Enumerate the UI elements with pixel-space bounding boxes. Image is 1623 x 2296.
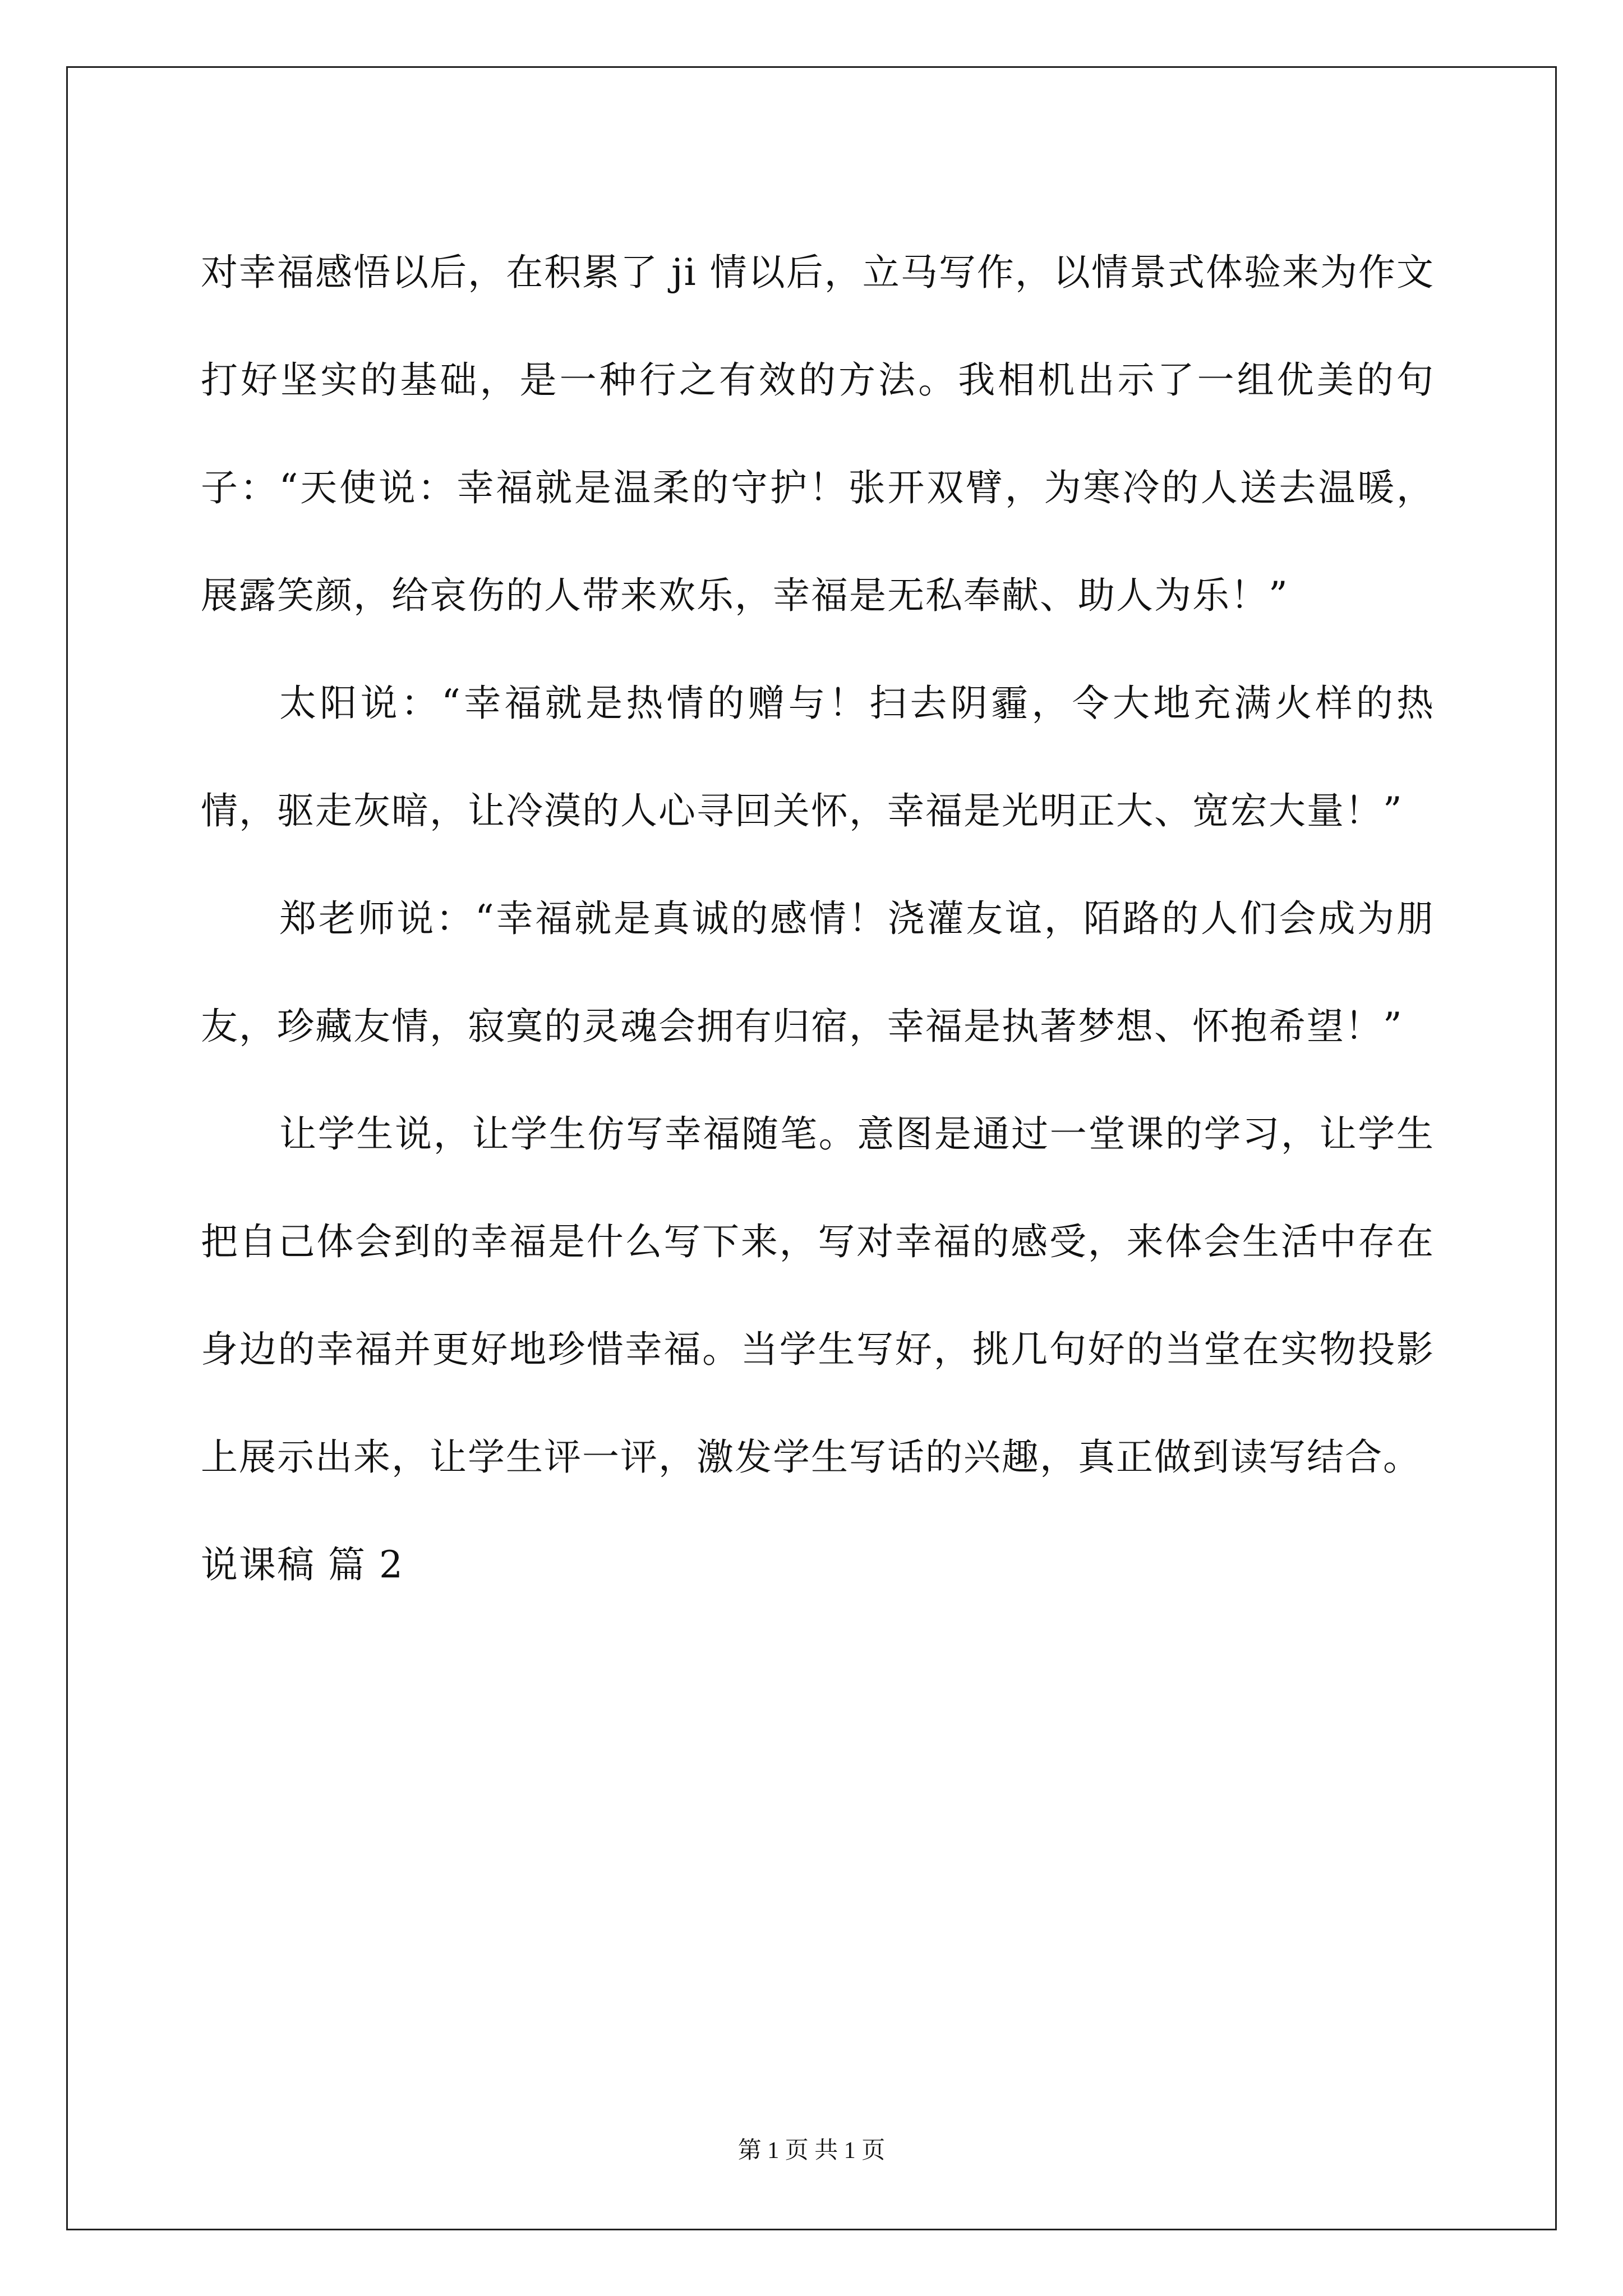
document-body — [201, 219, 1435, 1619]
paragraph-1: 对幸福感悟以后，在积累了 ji 情以后，立马写作，以情景式体验来为作文打好坚实的基础，是一种行之有效的方法。我相机出示了一组优美的句子：“天使说：幸福就是温柔的守护！张开双臂，为寒冷的人送去温暖，展露笑颜，给哀伤的人带来欢乐，幸福是无私奉献、助人为乐！” — [201, 251, 1435, 617]
paragraph-4: 让学生说，让学生仿写幸福随笔。意图是通过一堂课的学习，让学生把自己体会到的幸福是什么写下来，写对幸福的感受，来体会生活中存在身边的幸福并更好地珍惜幸福。当学生写好，挑几句好的当堂在实物投影上展示出来，让学生评一评，激发学生写话的兴趣，真正做到读写结合。 — [201, 1112, 1435, 1479]
paragraph-2: 太阳说：“幸福就是热情的赠与！扫去阴霾，令大地充满火样的热情，驱走灰暗，让冷漠的人心寻回关怀，幸福是光明正大、宽宏大量！” — [201, 682, 1435, 832]
paragraph-3: 郑老师说：“幸福就是真诚的感情！浇灌友谊，陌路的人们会成为朋友，珍藏友情，寂寞的灵魂会拥有归宿，幸福是执著梦想、怀抱希望！” — [201, 897, 1435, 1048]
page-footer: 第 1 页 共 1 页 — [737, 2138, 886, 2164]
section-heading: 说课稿 篇 2 — [201, 1543, 404, 1586]
